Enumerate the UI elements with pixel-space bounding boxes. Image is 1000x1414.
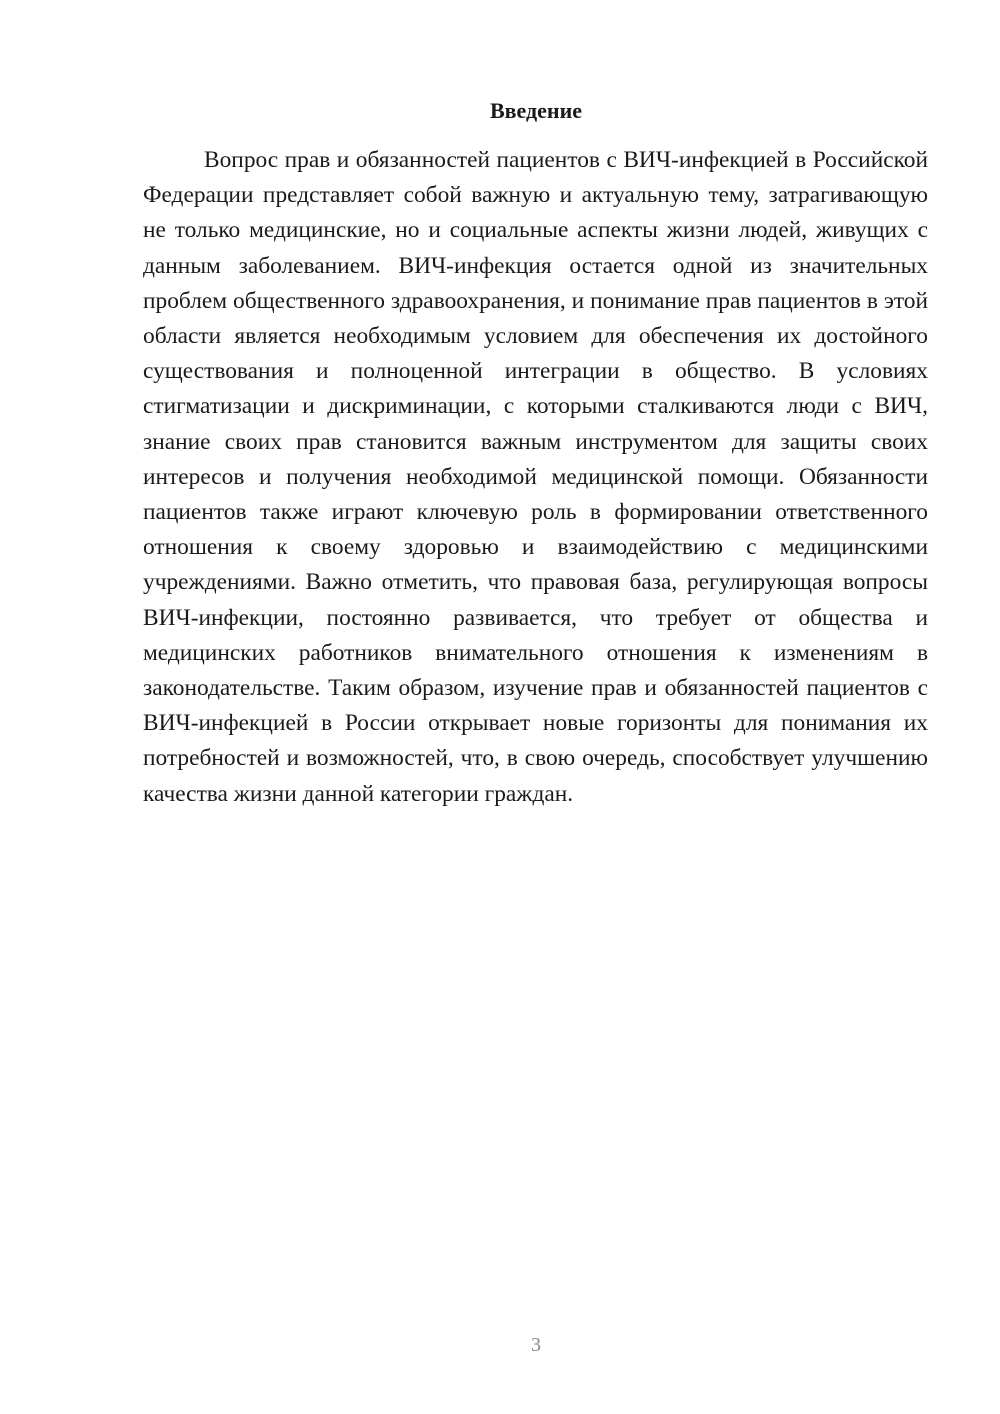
section-heading: Введение	[489, 98, 583, 123]
page-number: 3	[531, 1334, 541, 1356]
body-paragraph: Вопрос прав и обязанностей пациентов с ВИЧ-инфекцией в Российской Федерации представляет собой важную и актуальную тему, затрагивающую не только медицинские, но и социальные аспекты жизни людей, живущих с данным заболеванием. ВИЧ-инфекция остается одной из значительных проблем общественного здравоохранения, и понимание прав пациентов в этой области является необходимым условием для обеспечения их достойного существования и полноценной интеграции в общество. В условиях стигматизации и дискриминации, с которыми сталкиваются люди с ВИЧ, знание своих прав становится важным инструментом для защиты своих интересов и получения необходимой медицинской помощи. Обязанности пациентов также играют ключевую роль в формировании ответственного отношения к своему здоровью и взаимодействию с медицинскими учреждениями. Важно отметить, что правовая база, регулирующая вопросы ВИЧ-инфекции, постоянно развивается, что требует от общества и медицинских работников внимательного отношения к изменениям в законодательстве. Таким образом, изучение прав и обязанностей пациентов с ВИЧ-инфекцией в России открывает новые горизонты для понимания их потребностей и возможностей, что, в свою очередь, способствует улучшению качества жизни данной категории граждан.	[143, 147, 928, 807]
